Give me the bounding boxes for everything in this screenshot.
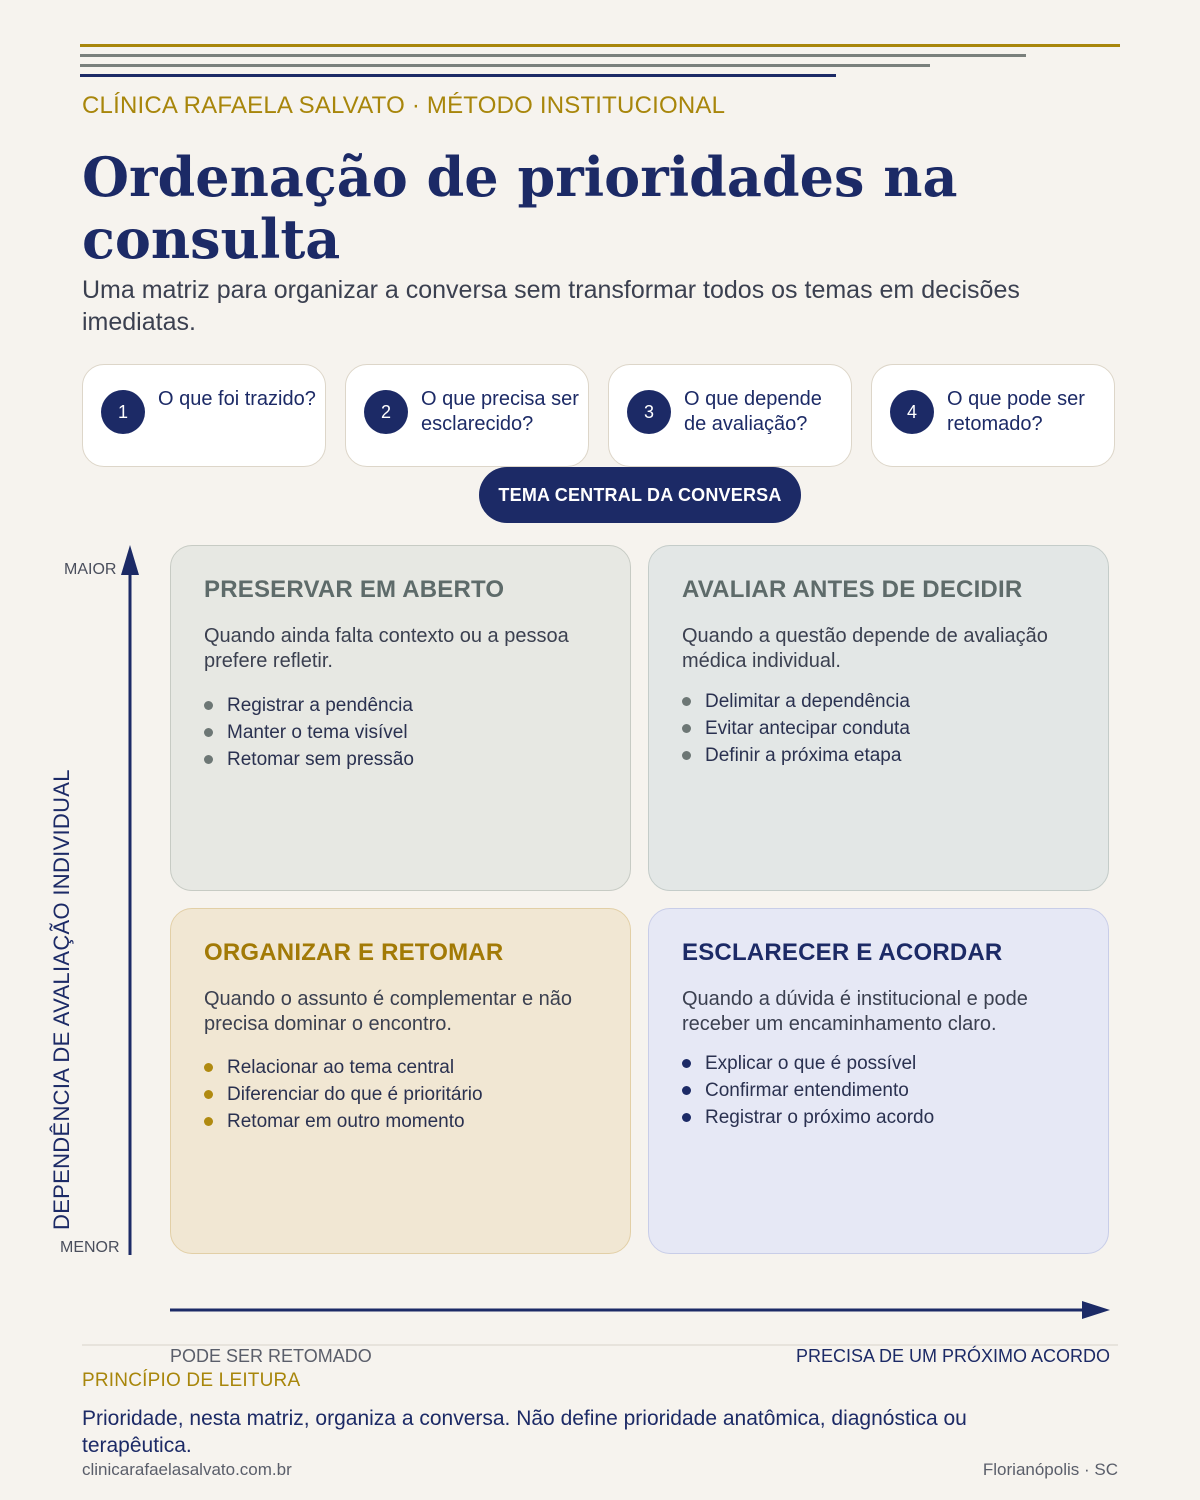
central-theme-pill: TEMA CENTRAL DA CONVERSA [479, 467, 801, 523]
x-axis-arrowhead [1082, 1301, 1110, 1319]
list-item [204, 692, 414, 719]
x-axis-left-label: PODE SER RETOMADO [170, 1346, 372, 1366]
bullet-icon [682, 1086, 691, 1095]
bullet-icon [204, 1063, 213, 1072]
quadrant-title: ESCLARECER E ACORDAR [682, 939, 1003, 966]
quadrant-clarify-agree [648, 908, 1109, 1254]
top-rule-navy [80, 74, 836, 77]
quadrant-organize-resume [170, 908, 631, 1254]
list-item [682, 1104, 934, 1131]
step-question: O que pode ser retomado? [947, 388, 1085, 435]
bullet-icon [682, 724, 691, 733]
list-item-text: Manter o tema visível [227, 722, 408, 743]
quadrant-preserve-open [170, 545, 631, 891]
y-axis-min-label: MENOR [60, 1239, 120, 1256]
page-subtitle: Uma matriz para organizar a conversa sem transformar todos os temas em decisões imediatas. [82, 276, 1020, 336]
list-item [204, 719, 414, 746]
quadrant-description: Quando o assunto é complementar e não precisa dominar o encontro. [204, 988, 573, 1035]
quadrant-list [682, 1050, 934, 1131]
step-card-4 [871, 364, 1115, 467]
page-title: Ordenação de prioridades na consulta [82, 145, 958, 271]
step-number-badge: 3 [627, 390, 671, 434]
list-item [204, 746, 414, 773]
list-item [204, 1054, 483, 1081]
list-item-text: Registrar a pendência [227, 695, 413, 716]
step-card-3 [608, 364, 852, 467]
y-axis-max-label: MAIOR [64, 561, 117, 578]
quadrant-title: ORGANIZAR E RETOMAR [204, 939, 504, 966]
footer-location: Florianópolis · SC [982, 1460, 1118, 1479]
quadrant-description: Quando ainda falta contexto ou a pessoa prefere refletir. [204, 625, 569, 672]
list-item [682, 742, 910, 769]
list-item-text: Retomar sem pressão [227, 749, 414, 770]
bullet-icon [204, 755, 213, 764]
step-question: O que foi trazido? [158, 388, 316, 410]
quadrant-description: Quando a questão depende de avaliação médica individual. [682, 625, 1048, 672]
list-item-text: Evitar antecipar conduta [705, 718, 910, 739]
quadrant-title: PRESERVAR EM ABERTO [204, 576, 505, 603]
bullet-icon [204, 728, 213, 737]
quadrant-list [204, 1054, 483, 1135]
step-question: O que precisa ser esclarecido? [421, 388, 579, 435]
step-card-2 [345, 364, 589, 467]
footer-website-link[interactable]: clinicarafaelasalvato.com.br [82, 1460, 292, 1479]
list-item [682, 1050, 934, 1077]
bullet-icon [682, 751, 691, 760]
list-item-text: Diferenciar do que é prioritário [227, 1084, 483, 1105]
quadrant-list [682, 688, 910, 769]
eyebrow-label: CLÍNICA RAFAELA SALVATO · MÉTODO INSTITUCIONAL [82, 92, 726, 119]
step-card-1 [82, 364, 326, 467]
step-number-badge: 4 [890, 390, 934, 434]
step-number-badge: 1 [101, 390, 145, 434]
bullet-icon [682, 1059, 691, 1068]
principle-text: Prioridade, nesta matriz, organiza a conversa. Não define prioridade anatômica, diagnóstica ou terapêutica. [82, 1407, 967, 1457]
bullet-icon [682, 1113, 691, 1122]
list-item-text: Delimitar a dependência [705, 691, 910, 712]
quadrant-list [204, 692, 414, 773]
list-item [682, 688, 910, 715]
list-item [682, 715, 910, 742]
list-item-text: Definir a próxima etapa [705, 745, 902, 766]
list-item [204, 1081, 483, 1108]
y-axis-arrowhead [121, 545, 139, 575]
principle-heading: PRINCÍPIO DE LEITURA [82, 1370, 301, 1391]
list-item-text: Confirmar entendimento [705, 1080, 909, 1101]
list-item [204, 1108, 483, 1135]
top-rule-slate-short [80, 64, 930, 67]
list-item-text: Retomar em outro momento [227, 1111, 465, 1132]
quadrant-evaluate-before-deciding [648, 545, 1109, 891]
quadrant-description: Quando a dúvida é institucional e pode receber um encaminhamento claro. [682, 988, 1028, 1035]
bullet-icon [204, 701, 213, 710]
list-item-text: Registrar o próximo acordo [705, 1107, 935, 1128]
list-item-text: Explicar o que é possível [705, 1053, 917, 1074]
top-rule-gold [80, 44, 1120, 47]
bullet-icon [682, 697, 691, 706]
bullet-icon [204, 1090, 213, 1099]
list-item-text: Relacionar ao tema central [227, 1057, 455, 1078]
step-number-badge: 2 [364, 390, 408, 434]
list-item [682, 1077, 934, 1104]
y-axis-title: DEPENDÊNCIA DE AVALIAÇÃO INDIVIDUAL [49, 769, 74, 1230]
bullet-icon [204, 1117, 213, 1126]
top-rule-slate [80, 54, 1026, 57]
x-axis-right-label: PRECISA DE UM PRÓXIMO ACORDO [795, 1346, 1110, 1366]
step-question: O que depende de avaliação? [684, 388, 822, 435]
quadrant-title: AVALIAR ANTES DE DECIDIR [682, 576, 1023, 603]
